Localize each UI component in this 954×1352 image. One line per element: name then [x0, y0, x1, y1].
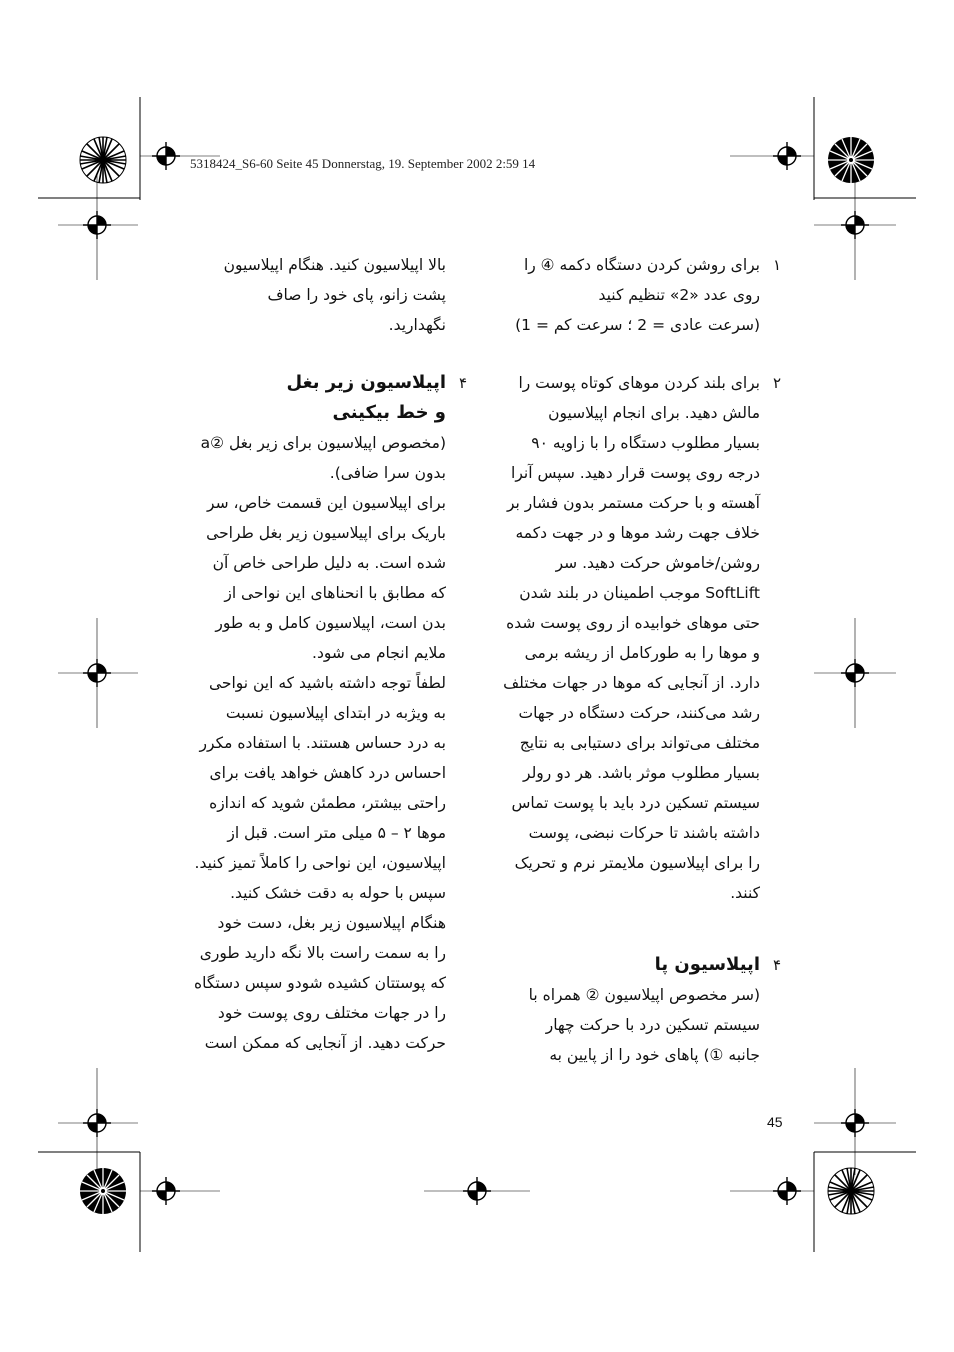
item-number: ۴ — [772, 956, 782, 974]
text-line: (مخصوص اپیلاسیون برای زیر بغل ②a — [200, 434, 446, 452]
text-line: روشن/خاموش حرکت دهید. سر — [555, 554, 760, 572]
text-line: شده است. به دلیل طراحی خاص آن — [212, 554, 446, 572]
text-line: درجه روی پوست قرار دهید. سپس آنرا — [511, 464, 760, 482]
left-section-text — [146, 368, 446, 1058]
text-line: سپس با حوله به دقت خشک کنید. — [230, 884, 446, 902]
left-intro-text — [156, 250, 446, 340]
text-line: که مطابق با انحناهای این نواحی از — [224, 584, 446, 602]
print-slug: 5318424_S6-60 Seite 45 Donnerstag, 19. September 2002 2:59 14 — [190, 156, 536, 171]
text-line: خلاف جهت رشد موها و در جهت دکمه — [515, 524, 760, 542]
section-title: و خط بیکینی — [332, 402, 446, 423]
item-2-text — [470, 368, 760, 908]
item-1-text — [480, 250, 760, 340]
text-line: کنند. — [730, 884, 760, 902]
text-line: برای روشن کردن دستگاه دکمه ④ را — [523, 256, 760, 274]
text-line: را به سمت راست بالا نگه دارید طوری — [199, 944, 446, 962]
text-line: به ویژبه در ابتدای اپیلاسیون نسبت — [225, 704, 446, 722]
text-line: حتی موهای خوابیده از روی پوست شده — [506, 614, 760, 632]
text-line: بسیار مطلوب موثر باشد. هر دو رولر — [523, 764, 760, 782]
text-line: و موها را به طورکامل از ریشه برمی — [524, 644, 760, 662]
section-title: اپیلاسیون پا — [654, 954, 760, 975]
text-line: که پوستتان کشیده شودو سپس دستگاه — [193, 974, 446, 992]
text-line: روی عدد «2» تنظیم کنید — [598, 286, 760, 304]
text-line: حرکت دهید. از آنجایی که ممکن است — [204, 1034, 446, 1052]
text-line: هنگام اپیلاسیون زیر بغل، دست خود — [217, 914, 446, 932]
text-line: اپیلاسیون، این نواحی را کاملاً تمیز کنید. — [194, 854, 446, 872]
text-line: نگهدارید. — [388, 316, 446, 334]
text-line: بالا اپیلاسیون کنید. هنگام اپیلاسیون — [223, 256, 446, 274]
item-number: ۱ — [772, 256, 782, 274]
text-line: آهسته و با حرکت مستمر بدون فشار بر — [507, 494, 760, 512]
text-line: را در جهات مختلف روی پوست خود — [217, 1004, 446, 1022]
text-line: (سرعت عادی = 2 ؛ سرعت کم = 1) — [515, 316, 760, 334]
page-number: 45 — [767, 1114, 783, 1130]
text-line: (سر مخصوص اپیلاسیون ② همراه با — [528, 986, 760, 1004]
text-line: مالش دهید. برای انجام اپیلاسیون — [548, 404, 760, 422]
text-line: رشد می‌کنند، حرکت دستگاه در جهات — [518, 704, 760, 722]
section-title: اپیلاسیون زیر بغل — [286, 372, 446, 393]
item-number: ۲ — [772, 374, 782, 392]
text-line: احساس درد کاهش خواهد یافت برای — [209, 764, 446, 782]
text-line: ملایم انجام می شود. — [312, 644, 446, 662]
text-line: داشته باشند تا حرکات نبضی، پوست — [528, 824, 760, 842]
text-line: بدون سرا ضافی). — [329, 464, 446, 482]
text-line: مختلف می‌تواند برای دستیابی به نتایج — [519, 734, 760, 752]
text-line: راحتی بیشتر، مطمئن شوید که اندازه — [209, 794, 446, 812]
text-line: را برای اپیلاسیون ملایمتر نرم و تحریک — [514, 854, 760, 872]
text-line: موها ۲ – ۵ میلی متر است. قبل از — [227, 824, 446, 842]
item-number: ۴ — [458, 374, 468, 392]
text-line: برای اپیلاسیون این قسمت خاص، سر — [207, 494, 446, 512]
text-line: بدن است، اپیلاسیون کامل و به طور — [215, 614, 446, 632]
text-line: سیستم تسکین درد باید با پوست تماس — [511, 794, 760, 812]
text-line: به درد حساس هستند. با استفاده مکرر — [199, 734, 446, 752]
text-line: سیستم تسکین درد با حرکت چهار — [545, 1016, 760, 1034]
text-line: برای بلند کردن موهای کوتاه پوست را — [518, 374, 760, 392]
text-line: پشت زانو، پای خود را صاف — [267, 286, 446, 304]
text-line: SoftLift موجب اطمینان در بلند شدن — [519, 584, 760, 602]
text-line: جانبه ①) پاهای خود را از پایین به — [549, 1046, 760, 1064]
item-3-text — [470, 950, 760, 1070]
text-line: باریک برای اپیلاسیون زیر بغل طراحی — [206, 524, 446, 542]
text-line: دارد. از آنجایی که موها در جهات مختلف — [503, 674, 760, 692]
text-line: لطفاً توجه داشته باشید که این نواحی — [208, 674, 446, 692]
text-line: بسیار مطلوب دستگاه را با زاویه ۹۰ — [531, 434, 760, 452]
